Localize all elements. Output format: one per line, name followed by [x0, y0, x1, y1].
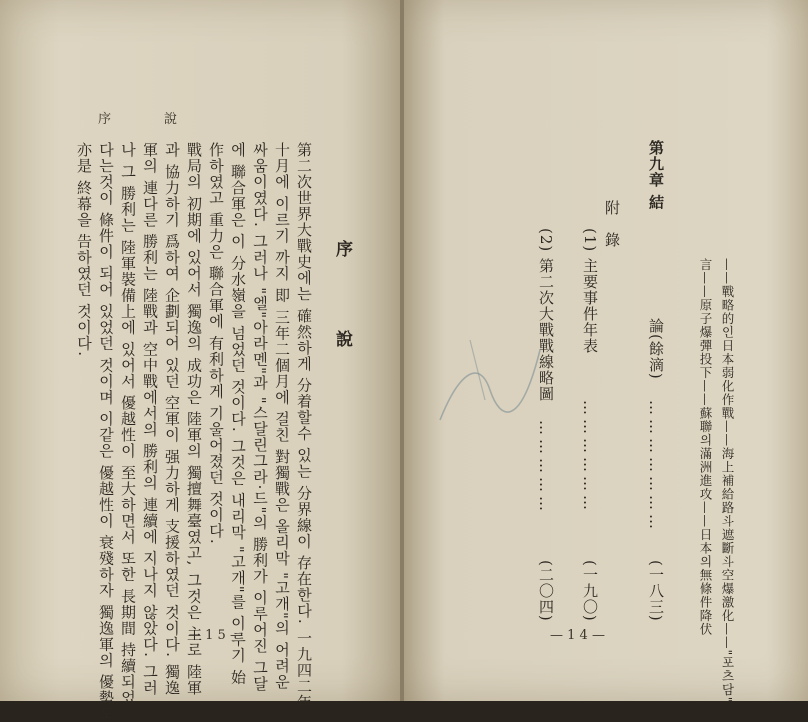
page-number-right: — 1 4 — [550, 628, 605, 643]
body-line-1: 第二次世界大戰史에는 確然하게 分着할수 있는 分界線이 存在한다. 一九四二年 [295, 142, 313, 711]
toc-epilogue-dots: ………………… [646, 400, 664, 533]
toc-epilogue-label: 論(餘滴) [647, 318, 665, 380]
toc-appendix-label: 附 錄 [603, 200, 621, 248]
running-header: 序 說 [98, 112, 198, 127]
body-line-6: 戰局의 初期에 있어서 獨逸의 成功은 陸軍의 獨擅舞臺였고, 그것은 主로 陸軍 [185, 142, 203, 696]
right-page [404, 0, 808, 717]
toc-appendix-2-dots: …………… [536, 420, 554, 515]
toc-appendix-1-dots: ……………… [580, 400, 598, 514]
toc-chapter-9-summary-1: ——戰略的인日本弱化作戰——海上補給路斗遮斷斗空爆激化——"포츠담"宣 [720, 258, 735, 717]
body-line-10: 다는것이 條件이 되어 있었던 것이며 이같은 優越性이 衰殘하자 獨逸軍의 優勢도 [97, 142, 115, 722]
body-line-9: 나 그 勝利는 陸軍裝備上에 있어서 優越性이 至大하면서 또한 長期間 持續되었 [119, 142, 137, 706]
body-line-3: 싸움이였다. 그러나 "엘"아라멘"과 "스달린그라·드"의 勝利가 이루어진 그달 [251, 142, 269, 692]
body-line-4: 에 聯合軍은 이 分水嶺을 넘었던 것이다. 그것은 내리막 "고개"를 이루기 始 [229, 142, 247, 686]
toc-epilogue-page: (一八三) [647, 560, 665, 622]
left-page [0, 0, 402, 722]
body-line-8: 軍의 連다른 勝利는 陸戰과 空中戰에서의 勝利의 連續에 지나지 않았다. 그러 [141, 142, 159, 696]
body-line-5: 作하였고 重力은 聯合軍에 有利하게 기울어졌던 것이다. [207, 142, 225, 545]
body-line-2: 十月에 이르기 까지 即 三年二個月에 걸친 對獨戰은 올리막 "고개"의 어려운 [273, 142, 291, 690]
body-line-7: 과 協力하기 爲하여 企劃되어 있던 空軍이 强力하게 支援하였던 것이다. 獨逸 [163, 142, 181, 696]
toc-chapter-9: 第九章 結 [647, 140, 665, 211]
toc-appendix-2-page: (二〇四) [537, 560, 555, 622]
section-title: 序 說 [332, 240, 352, 375]
body-line-11: 亦是 終幕을 告하였던 것이다. [75, 142, 93, 358]
toc-appendix-1-label: (1) 主要事件年表 [581, 228, 599, 355]
toc-appendix-1-page: (一九〇) [581, 560, 599, 622]
toc-chapter-9-summary-2: 言——原子爆彈投下——蘇聯의滿洲進攻——日本의無條件降伏 [698, 258, 713, 636]
toc-appendix-2-label: (2) 第二次大戰戰線略圖 [537, 228, 555, 403]
pencil-scribble [430, 330, 550, 440]
page-number-left: — 1 5 — [188, 628, 243, 643]
